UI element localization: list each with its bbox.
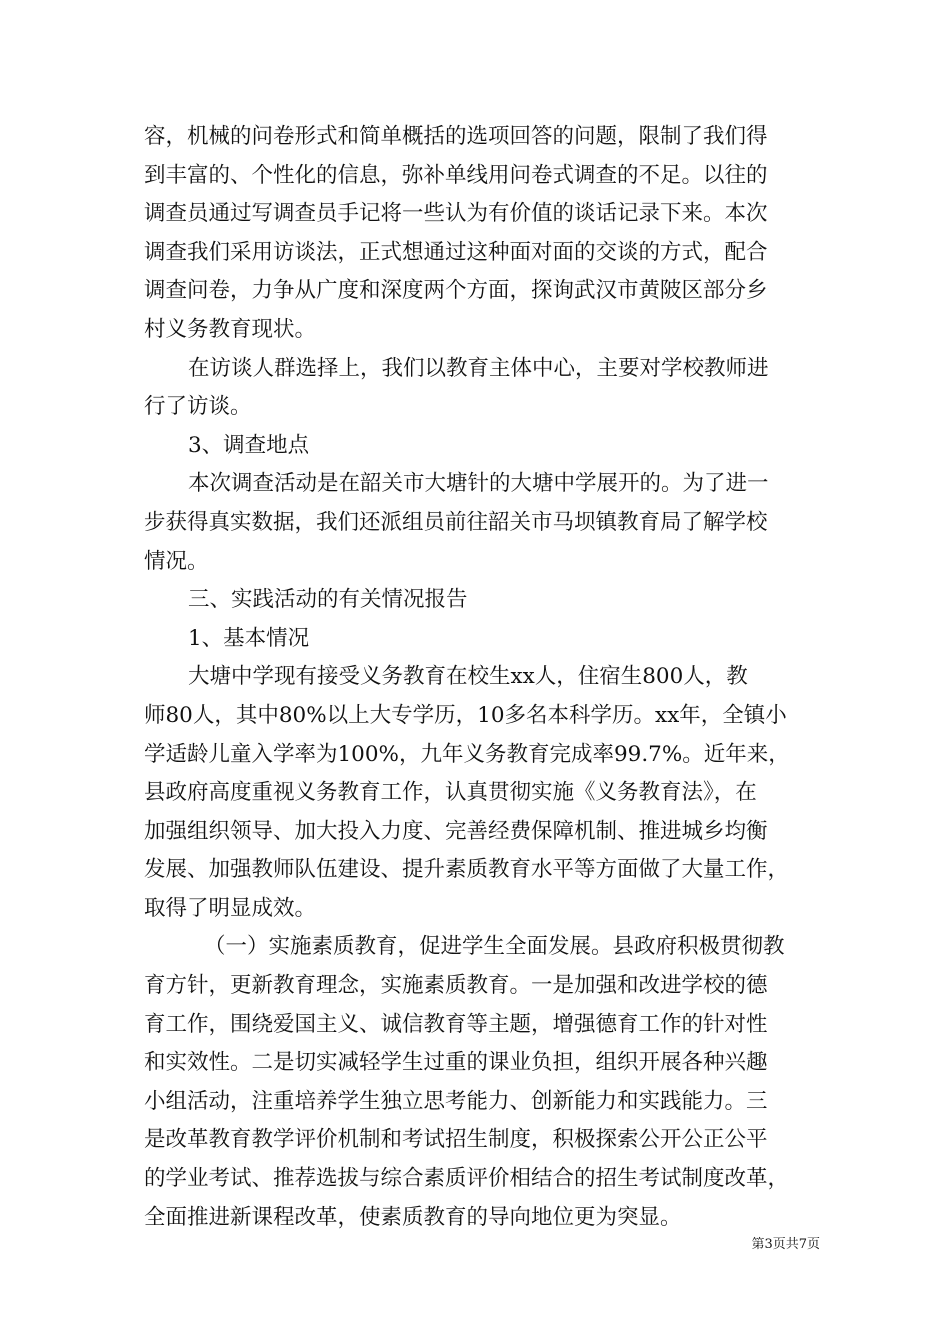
text-line: 全面推进新课程改革，使素质教育的导向地位更为突显。 <box>144 1204 682 1230</box>
body-text <box>144 118 820 1237</box>
text-line: 县政府高度重视义务教育工作，认真贯彻实施《义务教育法》，在 <box>144 780 757 806</box>
text-line: 到丰富的、个性化的信息，弥补单线用问卷式调查的不足。以往的 <box>144 162 768 188</box>
text-line: 调查问卷，力争从广度和深度两个方面，探询武汉市黄陂区部分乡 <box>144 278 768 304</box>
text-line: 步获得真实数据，我们还派组员前往韶关市马坝镇教育局了解学校 <box>144 509 768 535</box>
text-line: 容，机械的问卷形式和简单概括的选项回答的问题，限制了我们得 <box>144 124 768 149</box>
text-line: 行了访谈。 <box>144 394 252 420</box>
text-line: 在访谈人群选择上，我们以教育主体中心，主要对学校教师进 <box>188 355 769 381</box>
text-line: 小组活动，注重培养学生独立思考能力、创新能力和实践能力。三 <box>144 1088 768 1114</box>
text-line: 情况。 <box>144 548 209 574</box>
text-line: 大塘中学现有接受义务教育在校生xx人，住宿生800人，教 <box>188 664 748 690</box>
text-line: 取得了明显成效。 <box>144 895 317 921</box>
text-line: 师80人，其中80%以上大专学历，10多名本科学历。xx年，全镇小 <box>144 702 787 728</box>
text-line: 是改革教育教学评价机制和考试招生制度，积极探索公开公正公平 <box>144 1127 768 1153</box>
text-line: 加强组织领导、加大投入力度、完善经费保障机制、推进城乡均衡 <box>144 818 768 844</box>
text-line: （一）实施素质教育，促进学生全面发展。县政府积极贯彻教 <box>204 934 785 960</box>
text-line: 本次调查活动是在韶关市大塘针的大塘中学展开的。为了进一 <box>188 471 769 497</box>
text-line: 调查员通过写调查员手记将一些认为有价值的谈话记录下来。本次 <box>144 201 768 227</box>
text-line: 的学业考试、推荐选拔与综合素质评价相结合的招生考试制度改革， <box>144 1166 790 1192</box>
section-heading: 1、基本情况 <box>188 625 310 651</box>
text-line: 和实效性。二是切实减轻学生过重的课业负担，组织开展各种兴趣 <box>144 1050 768 1076</box>
page-number: 第3页共7页 <box>751 1237 820 1252</box>
text-line: 育工作，围绕爱国主义、诚信教育等主题，增强德育工作的针对性 <box>144 1011 768 1037</box>
text-line: 育方针，更新教育理念，实施素质教育。一是加强和改进学校的德 <box>144 973 768 999</box>
section-heading: 三、实践活动的有关情况报告 <box>188 587 468 613</box>
text-line: 学适龄儿童入学率为100%，九年义务教育完成率99.7%。近年来， <box>144 741 790 767</box>
text-line: 村义务教育现状。 <box>144 316 317 342</box>
text-line: 发展、加强教师队伍建设、提升素质教育水平等方面做了大量工作， <box>144 857 790 883</box>
section-heading: 3、调查地点 <box>188 432 310 458</box>
text-line: 调查我们采用访谈法，正式想通过这种面对面的交谈的方式，配合 <box>144 239 768 265</box>
